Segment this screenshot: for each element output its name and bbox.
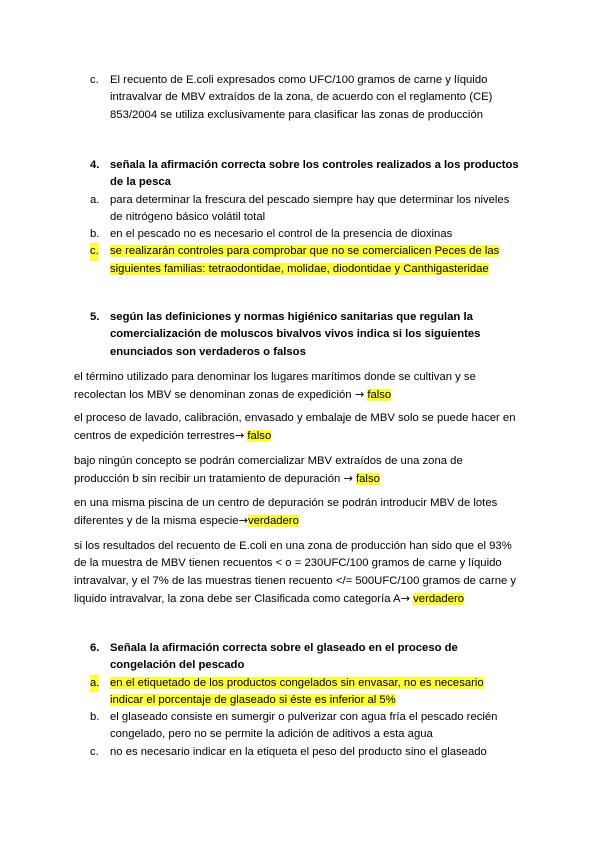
option-text: en el pescado no es necesario el control de la presencia de dioxinas <box>110 228 453 241</box>
option-c <box>0 744 522 761</box>
question-5 <box>0 309 600 361</box>
option-text-highlight: indicar el porcentaje de glaseado si éste es inferior al 5% <box>110 693 396 706</box>
question-4 <box>0 157 600 278</box>
option-b <box>0 709 522 744</box>
option-c-highlighted <box>0 243 522 278</box>
statement-text: de la muestra de MBV tienen recuentos < o = 230UFC/100 gramos de carne y líquido <box>74 557 502 570</box>
list-marker: b. <box>90 711 100 724</box>
arrow-icon: → <box>238 514 248 528</box>
statement-text: bajo ningún concepto se podrán comercializar MBV extraídos de una zona de <box>74 455 463 467</box>
answer-badge: verdadero <box>413 592 465 605</box>
statement-text: el proceso de lavado, calibración, envasado y embalaje de MBV solo se puede hacer en <box>74 412 516 424</box>
answer-badge: falso <box>247 430 272 443</box>
statement-3 <box>0 453 600 489</box>
arrow-icon: → <box>234 429 245 443</box>
statement-text: en una misma piscina de un centro de depuración se podrán introducir MBV de lotes <box>74 497 498 509</box>
option-text: congelado, pero no se permite la adición de aditivos a esta agua <box>110 728 433 741</box>
statement-text: centros de expedición terrestres <box>74 430 235 443</box>
statement-2 <box>0 410 600 446</box>
text-line: El recuento de E.coli expresados como UFC/100 gramos de carne y líquido <box>110 74 488 86</box>
question-text: de la pesca <box>110 176 171 189</box>
answer-badge: verdadero <box>247 515 299 528</box>
question-text: congelación del pescado <box>110 659 245 672</box>
list-marker: c. <box>90 243 99 260</box>
statement-text: producción b sin recibir un tratamiento de depuración <box>74 473 344 486</box>
statement-text: el término utilizado para denominar los lugares marítimos donde se cultivan y se <box>74 371 476 383</box>
statement-text: si los resultados del recuento de E.coli en una zona de producción han sido que el 93% <box>74 540 512 552</box>
question-number: 6. <box>90 642 100 654</box>
option-text: para determinar la frescura del pescado siempre hay que determinar los niveles <box>110 193 510 206</box>
list-marker: c. <box>90 745 99 758</box>
statement-text: intravalvar, y el 7% de las muestras tienen recuento </= 500UFC/100 gramos de carne y <box>74 574 517 587</box>
question-text: enunciados son verdaderos o falsos <box>110 345 306 358</box>
question-6 <box>0 640 600 761</box>
list-marker: b. <box>90 228 100 241</box>
arrow-icon: → <box>354 388 365 402</box>
option-text: el glaseado consiste en sumergir o pulverizar con agua fría el pescado recién <box>110 711 498 724</box>
statement-1 <box>0 369 600 405</box>
answer-badge: falso <box>356 473 380 486</box>
list-marker: c. <box>90 74 99 86</box>
option-c-reglamento <box>0 72 600 124</box>
arrow-icon: → <box>343 472 353 486</box>
question-text: según las definiciones y normas higiénico sanitarias que regulan la <box>110 311 473 323</box>
question-text: Señala la afirmación correcta sobre el glaseado en el proceso de <box>110 642 458 654</box>
text-line: 853/2004 se utiliza exclusivamente para clasificar las zonas de producción <box>110 108 484 121</box>
question-number: 4. <box>90 159 100 171</box>
option-text-highlight: se realizarán controles para comprobar que no se comercialicen Peces de las <box>110 245 500 258</box>
option-text-highlight: siguientes familias: tetraodontidae, molidae, diodontidae y Canthigasteridae <box>110 262 489 275</box>
answer-badge: falso <box>367 389 392 402</box>
question-text: comercialización de moluscos bivalvos vivos indica si los siguientes <box>110 328 481 341</box>
list-marker: a. <box>90 193 100 206</box>
list-marker: a. <box>90 675 99 692</box>
option-text-highlight: en el etiquetado de los productos congelados sin envasar, no es necesario <box>110 676 484 689</box>
statement-text: diferentes y de la misma especie <box>74 515 239 528</box>
statement-text: recolectan los MBV se denominan zonas de expedición <box>74 389 355 402</box>
arrow-icon: → <box>400 591 411 605</box>
option-text: de nitrógeno básico volátil total <box>110 210 266 223</box>
question-number: 5. <box>90 311 100 323</box>
option-text: no es necesario indicar en la etiqueta el peso del producto sino el glaseado <box>110 745 487 758</box>
question-text: señala la afirmación correcta sobre los controles realizados a los productos <box>110 159 519 171</box>
statement-text: liquido intravalvar, la zona debe ser Clasificada como categoría A <box>74 592 401 605</box>
statement-4 <box>0 495 600 531</box>
statement-5 <box>0 538 600 608</box>
option-a-highlighted <box>0 675 522 710</box>
option-a <box>0 192 522 227</box>
option-b <box>0 226 522 243</box>
text-line: intravalvar de MBV extraídos de la zona, de acuerdo con el reglamento (CE) <box>110 91 493 104</box>
